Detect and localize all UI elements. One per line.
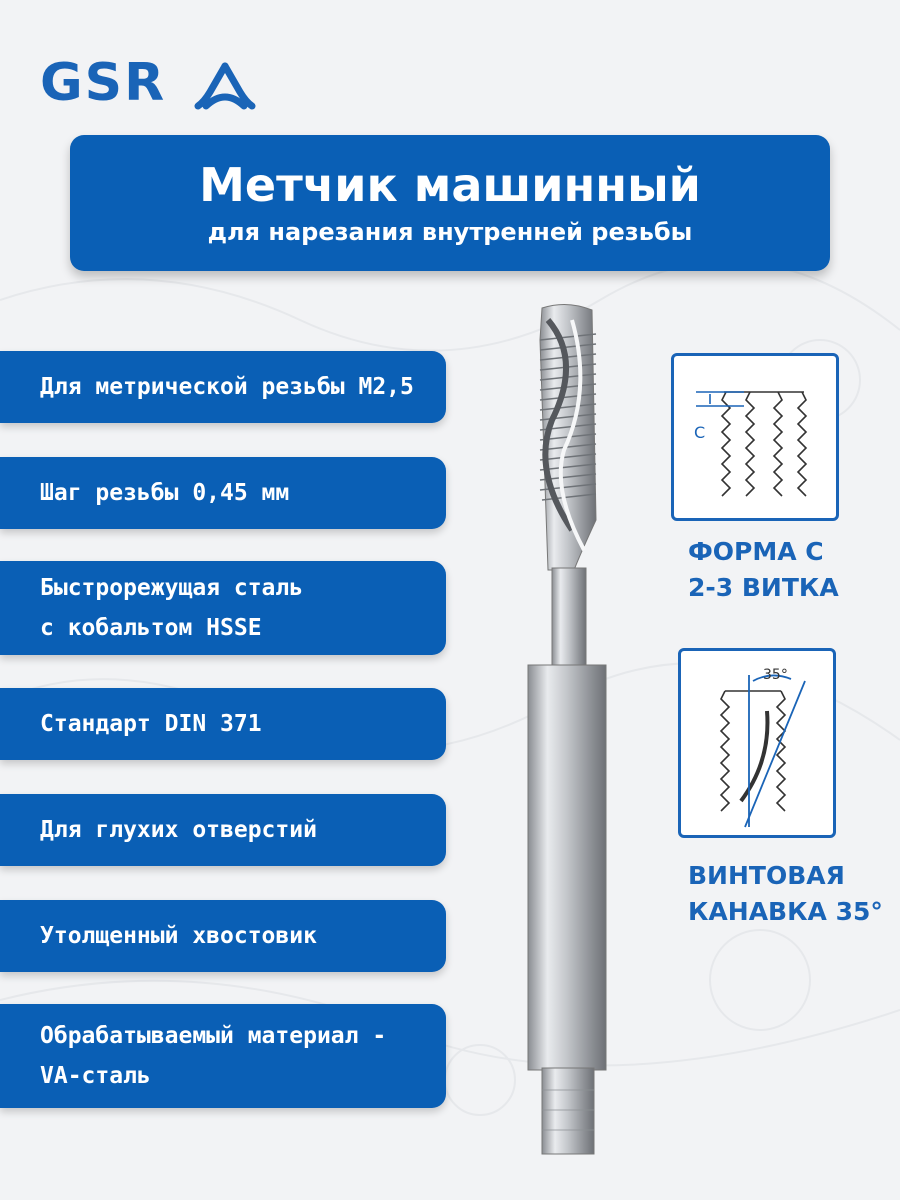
tap-tool-icon bbox=[512, 300, 622, 1160]
logo-mark-icon bbox=[194, 58, 256, 114]
thread-form-diagram bbox=[671, 353, 839, 521]
feature-shank: Утолщенный хвостовик bbox=[0, 900, 446, 972]
feature-material: Быстрорежущая сталь с кобальтом HSSE bbox=[0, 561, 446, 655]
feature-thread-size: Для метрической резьбы M2,5 bbox=[0, 351, 446, 423]
thread-form-marker: C bbox=[694, 423, 706, 442]
logo-text: GSR bbox=[40, 53, 167, 113]
thread-form-caption: ФОРМА C 2-3 ВИТКА bbox=[688, 537, 839, 602]
feature-workpiece: Обрабатываемый материал - VA-сталь bbox=[0, 1004, 446, 1108]
spiral-flute-diagram bbox=[678, 648, 836, 838]
brand-logo bbox=[40, 50, 270, 120]
title-banner bbox=[70, 135, 830, 271]
page-subtitle: для нарезания внутренней резьбы bbox=[207, 218, 693, 246]
spiral-flute-icon bbox=[681, 651, 833, 835]
feature-standard: Стандарт DIN 371 bbox=[0, 688, 446, 760]
thread-form-icon bbox=[674, 356, 836, 518]
spiral-flute-angle: 35° bbox=[763, 667, 788, 683]
spiral-flute-caption: ВИНТОВАЯ КАНАВКА 35° bbox=[688, 861, 883, 926]
feature-thread-pitch: Шаг резьбы 0,45 мм bbox=[0, 457, 446, 529]
feature-blind-holes: Для глухих отверстий bbox=[0, 794, 446, 866]
page-title: Метчик машинный bbox=[199, 158, 701, 212]
